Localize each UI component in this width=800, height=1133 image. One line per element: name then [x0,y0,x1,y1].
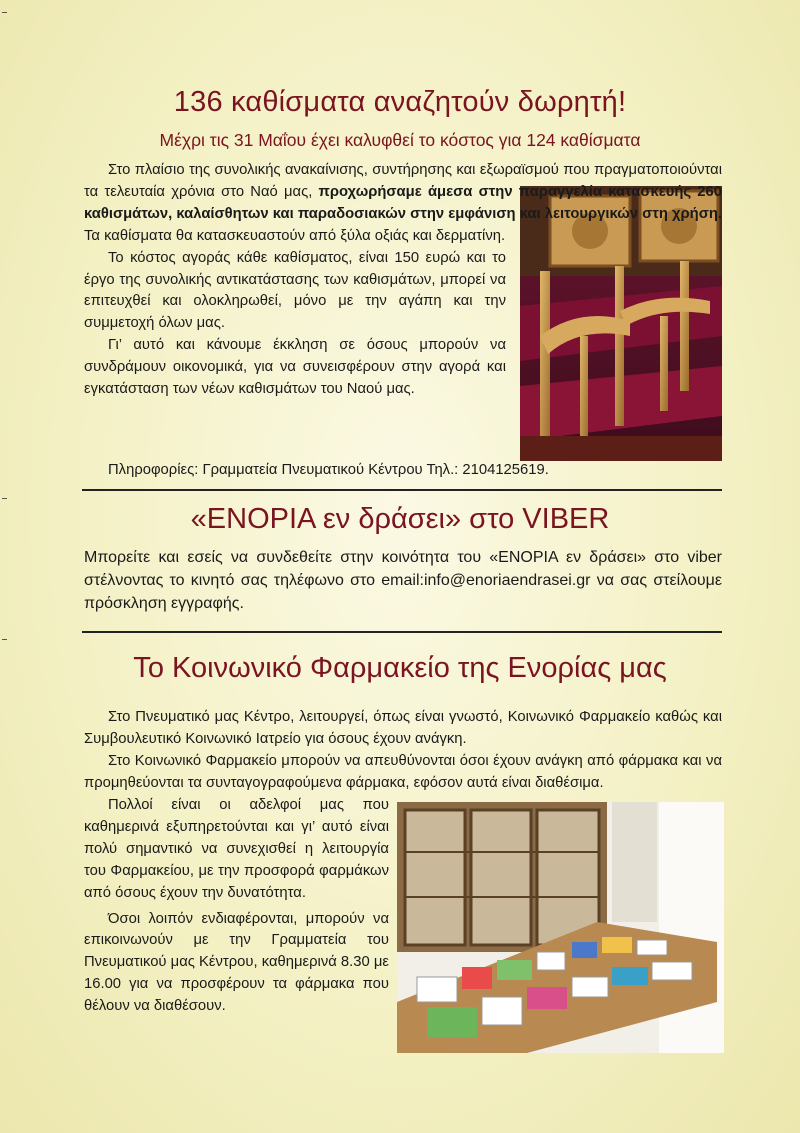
seats-paragraph-2: Το κόστος αγοράς κάθε καθίσματος, είναι 150 ευρώ και το έργο της συνολικής αντικατάστασης των καθισμάτων, μπορεί να επιτευχθεί και ολοκληρωθεί, μόνο με την αγάπη και την συμμετοχή όλων μας. [84,249,506,332]
pharmacy-paragraph-4: Όσοι λοιπόν ενδιαφέρονται, μπορούν να επικοινωνούν με την Γραμματεία του Πνευματικού μας Κέντρου, καθημερινά 8.30 με 16.00 για να προσφέρουν τα φάρμακα που θέλουν να διαθέσουν. [84,910,389,1015]
seats-p1-end: Τα καθίσματα θα κατασκευαστούν από ξύλα οξιάς και δερματίνη. [84,227,506,244]
viber-text: Μπορείτε και εσείς να συνδεθείτε στην κοινότητα του «ΕΝΟΡΙΑ εν δράσει» στο viber στέλνοντας το κινητό σας τηλέφωνο στο email:info@enoriaendrasei.gr να σας στείλουμε πρόσκληση εγγραφής. [84,549,722,612]
section-title-pharmacy: Το Κοινωνικό Φαρμακείο της Ενορίας μας [133,652,667,684]
section-title-viber: «ΕΝΟΡΙΑ εν δράσει» στο VIBER [190,503,610,535]
pharmacy-paragraph-2: Στο Κοινωνικό Φαρμακείο μπορούν να απευθύνονται όσοι έχουν ανάγκη από φάρμακα και να προμηθεύονται τα συνταγογραφούμενα φάρμακα, εφόσον αυτά είναι διαθέσιμα. [84,752,722,791]
section-subtitle-seats: Μέχρι τις 31 Μαΐου έχει καλυφθεί το κόστος για 124 καθίσματα [159,130,641,150]
pharmacy-side-text [84,795,389,1018]
crop-mark [2,639,7,640]
pharmacy-paragraph-3: Πολλοί είναι οι αδελφοί μας που καθημερινά εξυπηρετούνται και γι’ αυτό είναι πολύ σημαντικό να συνεχισθεί η λειτουργία του Φαρμακείου, με την προσφορά φαρμάκων από όσους έχουν την δυνατότητα. [84,797,389,901]
seats-p1-bold: προχωρήσαμε άμεσα στην παραγγελία κατασκευής 260 καθισμάτων, καλαίσθητων και παραδοσιακών στην εμφάνιση και λειτουργικών στη χρήση. [84,183,722,222]
crop-mark [2,498,7,499]
seats-p1-start: Στο πλαίσιο της συνολικής ανακαίνισης, συντήρησης και εξωραϊσμού που πραγματοποιούνται τα τελευταία χρόνια στο Ναό μας, [84,162,722,200]
church-chairs-photo [520,186,722,461]
section-divider [82,489,722,491]
seats-paragraph-3: Γι’ αυτό και κάνουμε έκκληση σε όσους μπορούν να συνδράμουν οικονομικά, για να συνεισφέρουν στην αγορά και εγκατάσταση των νέων καθισμάτων του Ναού μας. [84,337,506,398]
crop-mark [2,12,7,13]
seats-info-line: Πληροφορίες: Γραμματεία Πνευματικού Κέντρου Τηλ.: 2104125619. [108,462,549,478]
pharmacy-paragraph-1: Στο Πνευματικό μας Κέντρο, λειτουργεί, όπως είναι γνωστό, Κοινωνικό Φαρμακείο καθώς και Συμβουλευτικό Κοινωνικό Ιατρείο για όσους έχουν ανάγκη. [84,709,722,747]
pharmacy-photo [397,802,724,1053]
seats-article-body [84,160,722,467]
section-divider [82,631,722,633]
section-title-seats: 136 καθίσματα αναζητούν δωρητή! [173,86,627,118]
pharmacy-intro [84,707,722,795]
